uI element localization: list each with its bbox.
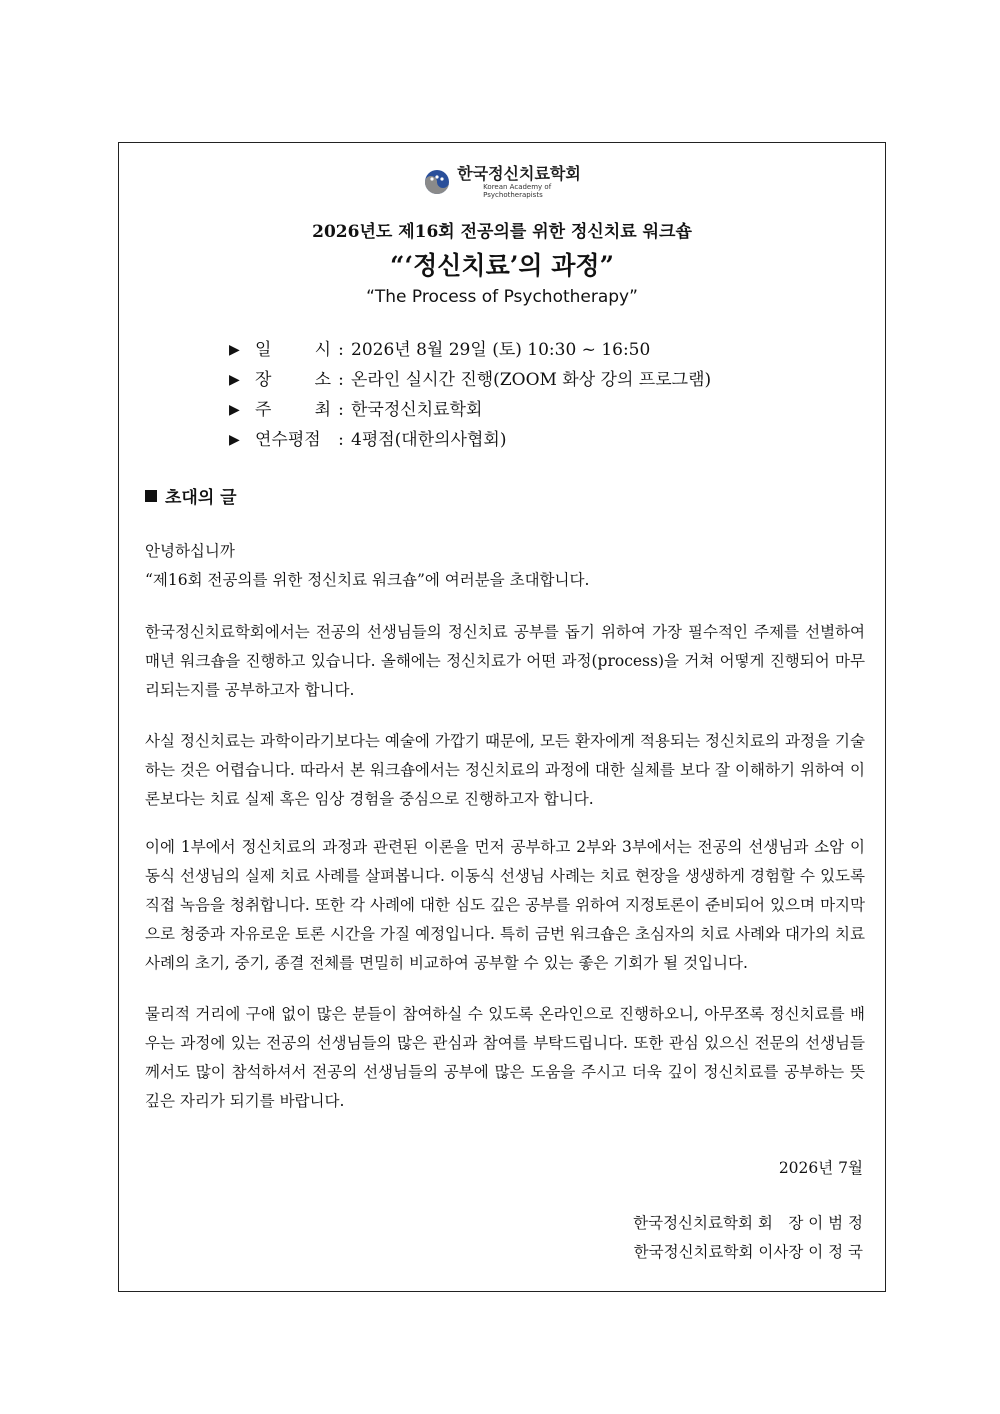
square-bullet-icon [145,490,157,502]
paragraph-4: 물리적 거리에 구애 없이 많은 분들이 참여하실 수 있도록 온라인으로 진행하오니, 아무쪼록 정신치료를 배우는 과정에 있는 전공의 선생님들의 많은 관심과 참여를 부탁드립니다. 또한 관심 있으신 전문의 선생님들께서도 많이 참석하셔서 전공의 선생님들의 공부에 많은 도움을 주시고 더욱 깊이 정신치료를 공부하는 뜻깊은 자리가 되기를 바랍니다. [145,1005,865,1110]
logo [119,165,885,199]
paragraph-3: 이에 1부에서 정신치료의 과정과 관련된 이론을 먼저 공부하고 2부와 3부에서는 전공의 선생님과 소암 이동식 선생님의 실제 치료 사례를 살펴봅니다. 이동식 선생님 사례는 치료 현장을 생생하게 경험할 수 있도록 직접 녹음을 청취합니다. 또한 각 사례에 대한 심도 깊은 공부를 위하여 지정토론이 준비되어 있으며 마지막으로 청중과 자유로운 토론 시간을 가질 예정입니다. 특히 금번 워크숍은 초심자의 치료 사례와 대가의 치료 사례의 초기, 중기, 종결 전체를 면밀히 비교하여 공부할 수 있는 좋은 기회가 될 것입니다. [145,838,865,972]
workshop-theme-en: “The Process of Psychotherapy” [366,287,638,307]
letter-date: 2026년 7월 [778,1159,863,1177]
event-info [229,335,711,455]
info-sep: : [338,370,344,390]
info-value: 한국정신치료학회 [351,400,483,420]
info-label: 일 시 [255,340,331,360]
info-label: 연수평점 [255,430,321,450]
logo-name-en-1: Korean Academy of [483,183,552,191]
logo-name: 한국정신치료학회 [457,164,581,183]
greeting-line-1: 안녕하십니까 [145,542,235,560]
arrow-icon: ▶ [229,342,240,358]
paragraph-1: 한국정신치료학회에서는 전공의 선생님들의 정신치료 공부를 돕기 위하여 가장 필수적인 주제를 선별하여 매년 워크숍을 진행하고 있습니다. 올해에는 정신치료가 어떤 과정(process)을 거쳐 어떻게 진행되어 마무리되는지를 공부하고자 합니다. [145,623,866,699]
info-row-credits [229,425,711,455]
info-value: 온라인 실시간 진행(ZOOM 화상 강의 프로그램) [351,370,712,390]
greeting [145,537,865,595]
info-sep: : [338,430,344,450]
signature-chairman: 한국정신치료학회 이사장 이 정 국 [633,1243,863,1261]
info-value: 2026년 8월 29일 (토) 10:30 ~ 16:50 [351,340,651,360]
logo-name-en-2: Psychotherapists [483,191,543,199]
info-row-place [229,365,711,395]
arrow-icon: ▶ [229,372,240,388]
info-label: 장 소 [255,370,331,390]
greeting-line-2: “제16회 전공의를 위한 정신치료 워크숍”에 여러분을 초대합니다. [145,571,590,589]
signature-president: 한국정신치료학회 회 장 이 범 정 [633,1214,863,1232]
workshop-theme: “‘정신치료’의 과정” [390,251,614,280]
workshop-title: 2026년도 제16회 전공의를 위한 정신치료 워크숍 [312,222,692,242]
arrow-icon: ▶ [229,402,240,418]
info-row-host [229,395,711,425]
info-row-date [229,335,711,365]
section-heading [145,483,237,508]
info-label: 주 최 [255,400,331,420]
paragraph-2: 사실 정신치료는 과학이라기보다는 예술에 가깝기 때문에, 모든 환자에게 적용되는 정신치료의 과정을 기술하는 것은 어렵습니다. 따라서 본 워크숍에서는 정신치료의 과정에 대한 실체를 보다 잘 이해하기 위하여 이론보다는 치료 실제 혹은 임상 경험을 중심으로 진행하고자 합니다. [145,732,865,808]
section-title: 초대의 글 [165,488,237,508]
academy-emblem-icon [423,168,451,196]
document-frame [118,142,886,1292]
info-value: 4평점(대한의사협회) [351,430,507,450]
info-sep: : [338,340,344,360]
arrow-icon: ▶ [229,432,240,448]
info-sep: : [338,400,344,420]
